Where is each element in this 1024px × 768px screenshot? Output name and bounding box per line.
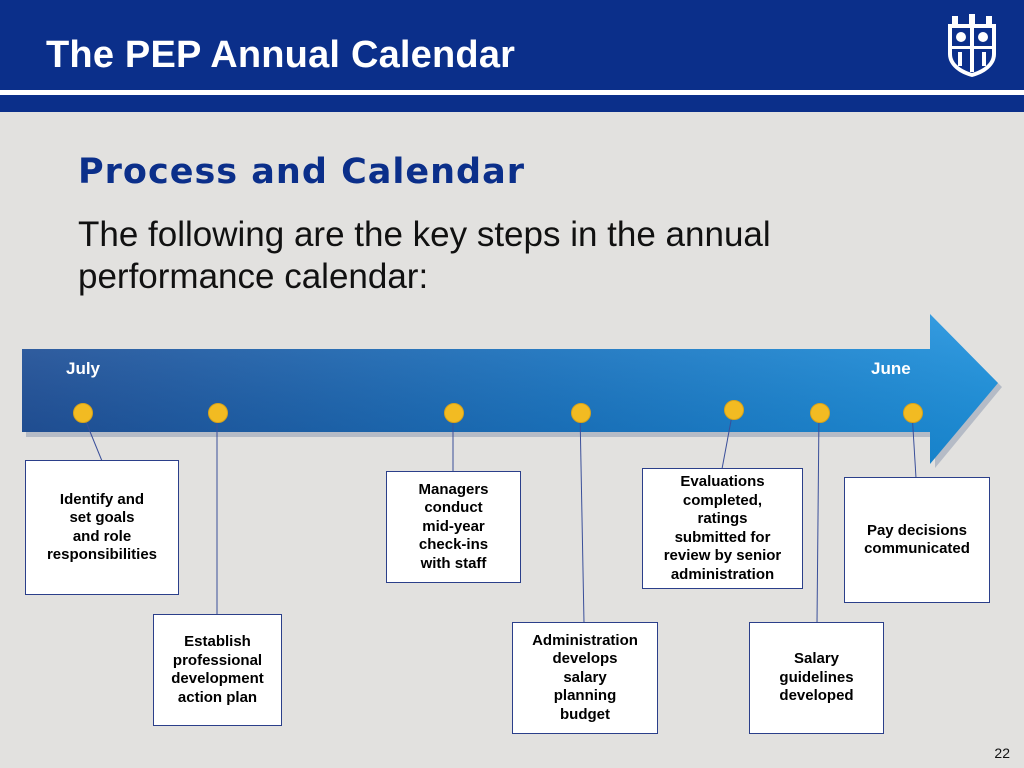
- milestone-dot: [444, 403, 464, 423]
- shield-logo-icon: [946, 14, 998, 78]
- step-mid-year-checkins: Managers conduct mid-year check-ins with staff: [386, 471, 521, 583]
- milestone-dot: [724, 400, 744, 420]
- header-underline: [0, 95, 1024, 112]
- step-salary-budget: Administration develops salary planning budget: [512, 622, 658, 734]
- milestone-dot: [571, 403, 591, 423]
- header-bar: [0, 0, 1024, 90]
- timeline-end-label: June: [871, 359, 911, 378]
- milestone-dot: [810, 403, 830, 423]
- intro-text: The following are the key steps in the annual performance calendar:: [78, 215, 771, 296]
- timeline-arrow: [0, 300, 1024, 480]
- page-title: The PEP Annual Calendar: [46, 34, 516, 76]
- step-evaluations: Evaluations completed, ratings submitted for review by senior administration: [642, 468, 803, 589]
- step-pay-decisions: Pay decisions communicated: [844, 477, 990, 603]
- section-heading: Process and Calendar: [78, 152, 525, 192]
- timeline-start-label: July: [66, 359, 101, 378]
- milestone-dot: [903, 403, 923, 423]
- step-development-plan: Establish professional development action plan: [153, 614, 282, 726]
- step-salary-guidelines: Salary guidelines developed: [749, 622, 884, 734]
- step-identify-goals: Identify and set goals and role responsibilities: [25, 460, 179, 595]
- milestone-dot: [73, 403, 93, 423]
- milestone-dot: [208, 403, 228, 423]
- page-number: 22: [994, 745, 1010, 761]
